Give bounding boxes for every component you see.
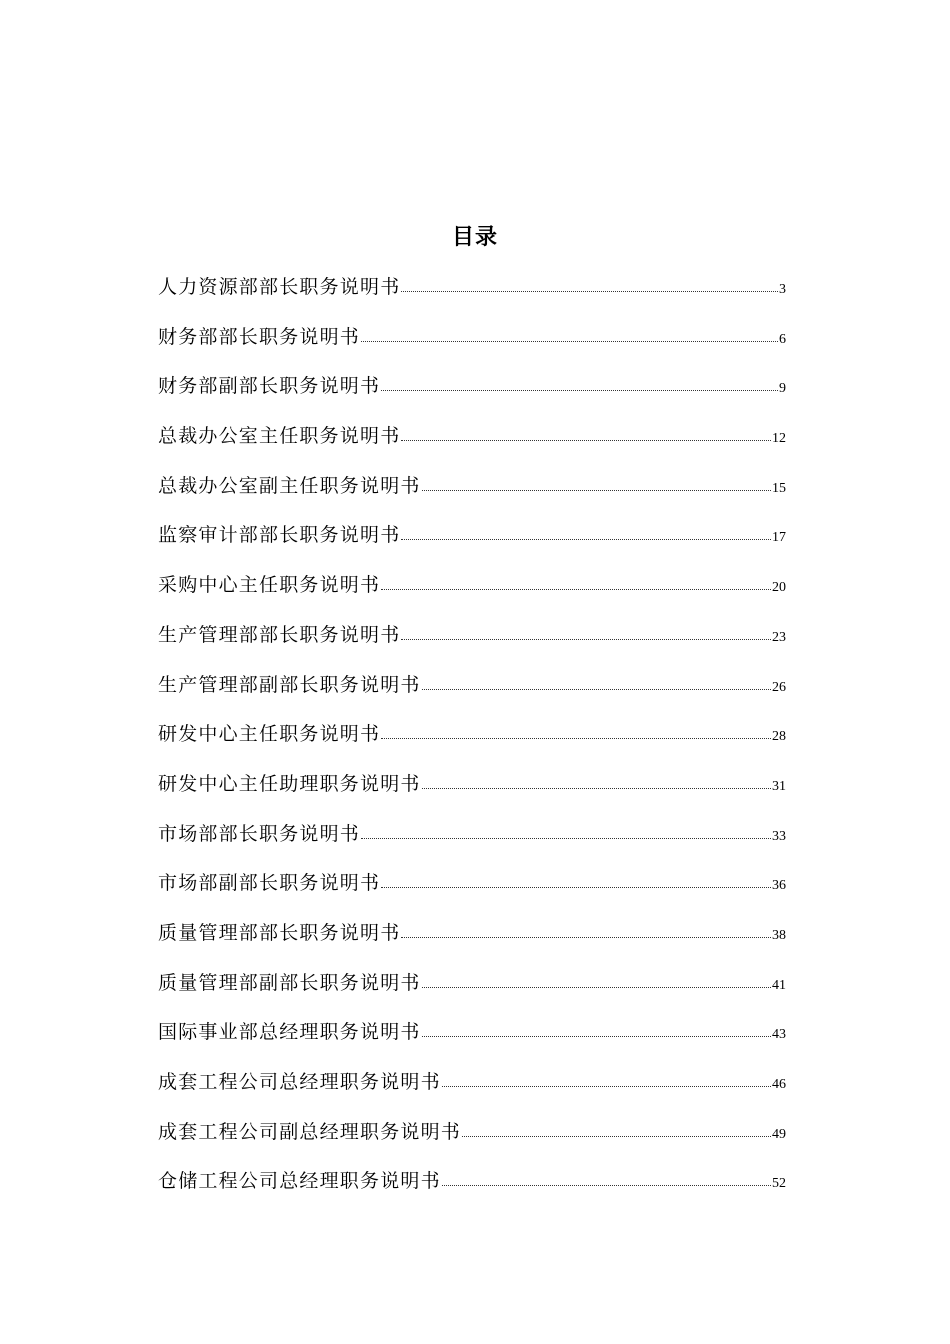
toc-entry-page-number: 38 — [772, 927, 786, 943]
toc-entry-label: 仓储工程公司总经理职务说明书 — [158, 1170, 441, 1193]
toc-entry[interactable] — [158, 717, 786, 767]
toc-entry-page-number: 41 — [772, 977, 786, 993]
dot-leader — [381, 738, 771, 739]
toc-entry-label: 生产管理部部长职务说明书 — [158, 623, 401, 646]
toc-entry-label: 成套工程公司总经理职务说明书 — [158, 1071, 441, 1093]
toc-entry-page-number: 6 — [779, 331, 786, 347]
toc-list — [158, 270, 786, 1214]
toc-entry-label: 质量管理部部长职务说明书 — [158, 921, 401, 944]
dot-leader — [401, 539, 771, 540]
dot-leader — [422, 788, 771, 789]
dot-leader — [401, 937, 771, 938]
dot-leader — [422, 689, 771, 690]
toc-entry-page-number: 3 — [779, 282, 786, 297]
dot-leader — [401, 440, 771, 441]
dot-leader — [361, 838, 771, 839]
dot-leader — [381, 390, 778, 391]
dot-leader — [442, 1185, 771, 1186]
dot-leader — [361, 341, 778, 342]
toc-entry-page-number: 20 — [772, 580, 786, 596]
toc-entry[interactable] — [158, 1115, 786, 1165]
toc-entry-label: 质量管理部副部长职务说明书 — [158, 971, 421, 994]
toc-entry-label: 人力资源部部长职务说明书 — [158, 276, 401, 298]
toc-entry[interactable] — [158, 618, 786, 668]
dot-leader — [422, 1036, 771, 1037]
dot-leader — [442, 1086, 771, 1087]
toc-entry-label: 研发中心主任助理职务说明书 — [158, 772, 421, 795]
toc-entry-label: 监察审计部部长职务说明书 — [158, 524, 401, 547]
toc-entry[interactable] — [158, 568, 786, 618]
toc-entry[interactable] — [158, 518, 786, 568]
toc-entry[interactable] — [158, 469, 786, 519]
toc-entry-label: 财务部部长职务说明书 — [158, 325, 361, 348]
toc-entry-page-number: 46 — [772, 1077, 786, 1092]
toc-title: 目录 — [451, 225, 498, 250]
toc-entry[interactable] — [158, 1065, 786, 1115]
toc-entry-page-number: 49 — [772, 1126, 786, 1142]
toc-entry-label: 生产管理部副部长职务说明书 — [158, 673, 421, 696]
toc-entry-label: 总裁办公室主任职务说明书 — [158, 425, 401, 448]
toc-entry-label: 市场部部长职务说明书 — [158, 822, 361, 845]
toc-entry-label: 采购中心主任职务说明书 — [158, 574, 381, 597]
toc-entry-page-number: 52 — [772, 1176, 786, 1192]
toc-entry[interactable] — [158, 1015, 786, 1065]
toc-entry[interactable] — [158, 817, 786, 867]
toc-entry-page-number: 33 — [772, 828, 786, 844]
toc-entry[interactable] — [158, 916, 786, 966]
toc-entry[interactable] — [158, 320, 786, 370]
toc-entry-label: 总裁办公室副主任职务说明书 — [158, 474, 421, 497]
toc-entry[interactable] — [158, 767, 786, 817]
toc-entry[interactable] — [158, 419, 786, 469]
toc-entry[interactable] — [158, 369, 786, 419]
toc-entry[interactable] — [158, 270, 786, 320]
dot-leader — [381, 589, 771, 590]
toc-entry[interactable] — [158, 1164, 786, 1214]
dot-leader — [381, 887, 771, 888]
toc-entry-page-number: 17 — [772, 530, 786, 546]
dot-leader — [401, 291, 778, 292]
dot-leader — [422, 490, 771, 491]
toc-entry-page-number: 12 — [772, 431, 786, 447]
toc-entry-page-number: 31 — [772, 778, 786, 794]
dot-leader — [422, 987, 771, 988]
dot-leader — [462, 1136, 771, 1137]
toc-entry-page-number: 23 — [772, 629, 786, 645]
toc-entry[interactable] — [158, 866, 786, 916]
toc-entry-page-number: 28 — [772, 729, 786, 745]
toc-entry-label: 财务部副部长职务说明书 — [158, 375, 381, 398]
toc-entry-page-number: 43 — [772, 1027, 786, 1043]
toc-entry[interactable] — [158, 966, 786, 1016]
toc-entry-page-number: 9 — [779, 381, 786, 397]
dot-leader — [401, 639, 771, 640]
toc-entry-page-number: 36 — [772, 878, 786, 894]
toc-entry-page-number: 26 — [772, 679, 786, 695]
toc-entry-label: 市场部副部长职务说明书 — [158, 872, 381, 895]
toc-entry-label: 研发中心主任职务说明书 — [158, 723, 381, 746]
toc-entry-label: 国际事业部总经理职务说明书 — [158, 1021, 421, 1044]
toc-entry-page-number: 15 — [772, 480, 786, 496]
toc-entry[interactable] — [158, 668, 786, 718]
toc-entry-label: 成套工程公司副总经理职务说明书 — [158, 1120, 462, 1143]
